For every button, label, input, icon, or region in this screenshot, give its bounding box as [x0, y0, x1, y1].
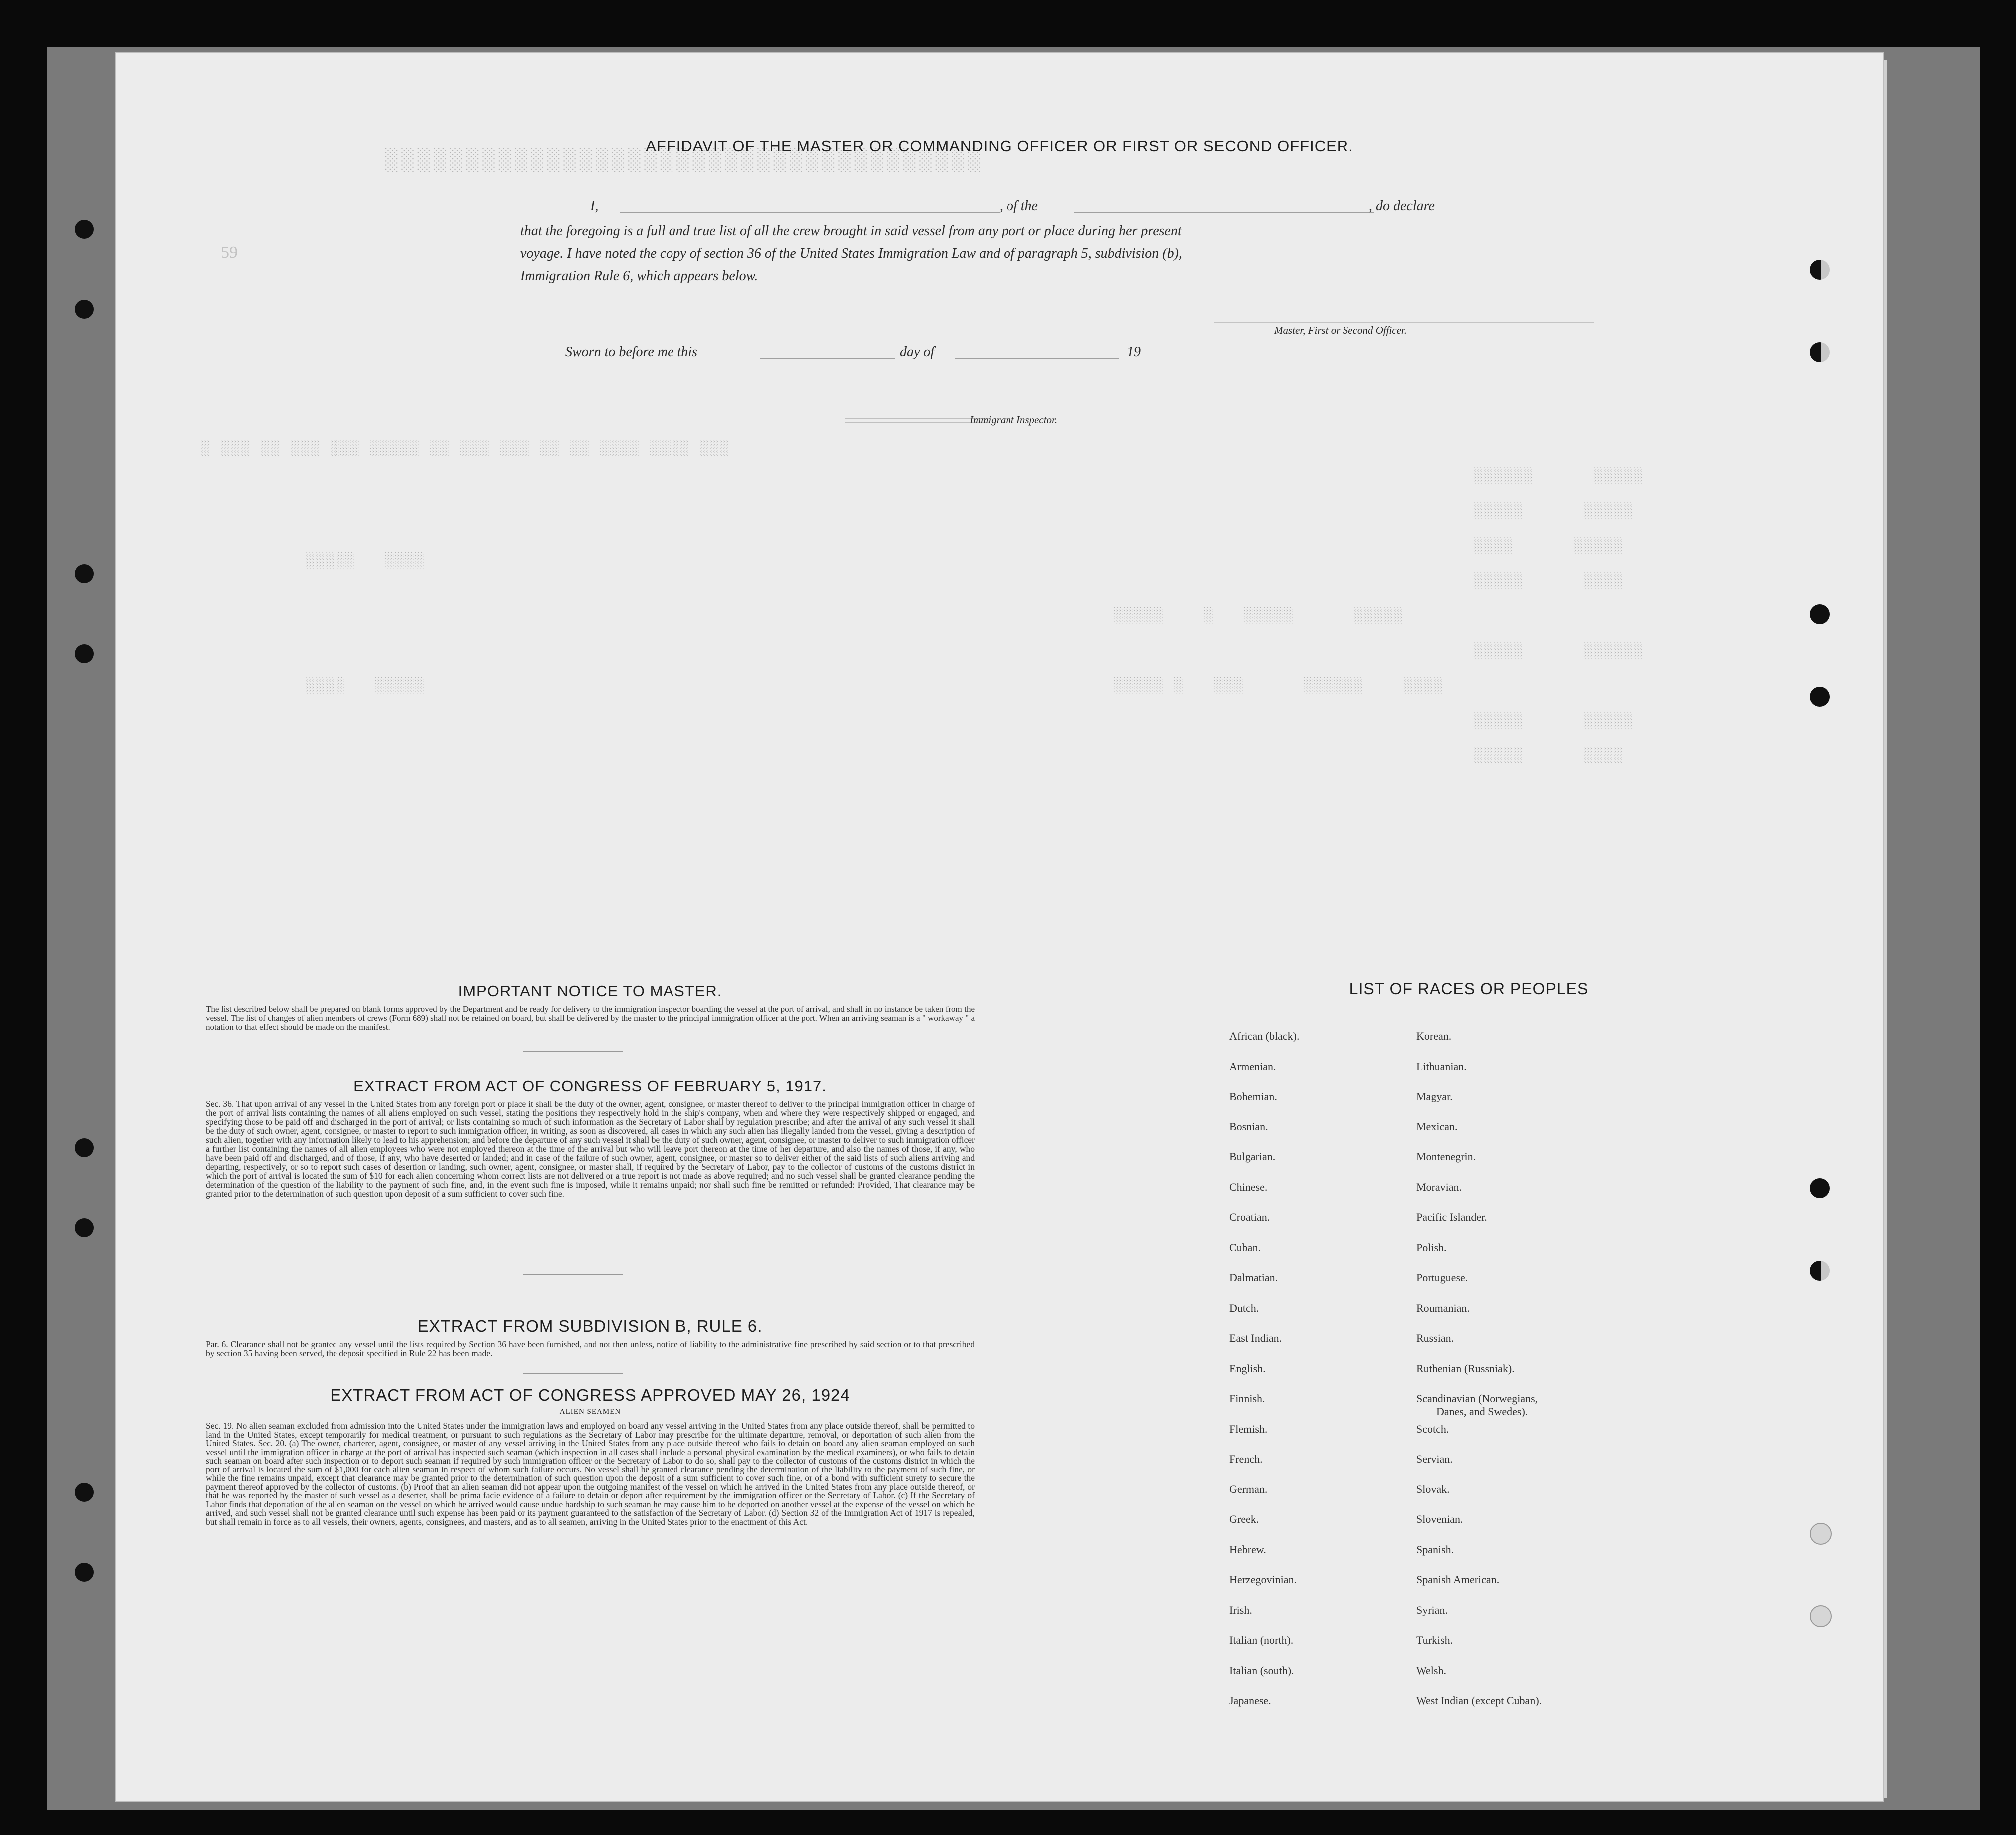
- binder-hole: [1810, 1261, 1830, 1281]
- affidavit-text-line3: Immigration Rule 6, which appears below.: [520, 268, 758, 284]
- race-item: Mexican.: [1416, 1120, 1458, 1133]
- notice-text: The list described below shall be prepared on blank forms approved by the Department and be ready for delivery to the immigration inspector boarding the vessel at the port of arrival, and shall in no instance be taken from the vessel. The list of changes of alien members of crews (Form 689) shall not be retained on board, but shall be delivered by the master to the principal immigration officer at the port. When an arriving seaman is a " workaway " a notation to that effect should be made on the manifest.: [206, 1004, 975, 1032]
- race-item: Polish.: [1416, 1241, 1447, 1254]
- race-item: Italian (south).: [1229, 1664, 1294, 1677]
- binder-hole: [75, 564, 94, 583]
- notice-title: IMPORTANT NOTICE TO MASTER.: [458, 982, 722, 1000]
- race-item: Korean.: [1416, 1030, 1452, 1042]
- race-item: Portuguese.: [1416, 1271, 1468, 1284]
- race-item: Herzegovinian.: [1229, 1573, 1297, 1586]
- race-item: French.: [1229, 1453, 1263, 1465]
- affidavit-text-line1: that the foregoing is a full and true list of all the crew brought in said vessel from any port or place during her present: [520, 223, 1182, 239]
- race-item: Flemish.: [1229, 1422, 1268, 1435]
- extract-1917-text: Sec. 36. That upon arrival of any vessel in the United States from any foreign port or place it shall be the duty of the owner, agent, consignee, or master thereof to deliver to the principal immigration officer in charge of the port of arrival lists containing the names of all aliens employed on such vessel, stating the positions they respectively hold in the ship's company, when and where they were respectively shipped or engaged, and specifying those to be paid off and discharged in the port of arrival; or lists containing so much of such information as the Secretary of Labor shall by regulation prescribe; and after the arrival of any such vessel it shall be the duty of such owner, agent, consignee, or master to report to such immigration officer, in writing, as soon as discovered, all cases in which any such alien has illegally landed from the vessel, giving a description of such alien, together with any information likely to lead to his apprehension; and before the departure of any such vessel it shall be the duty of such owner, agent, consignee, or master to deliver to such immigration officer a further list containing the names of all alien employees who were not employed thereon at the time of the arrival but who will leave port thereon at the time of her departure, and also the names of those, if any, who have been paid off and discharged, and of those, if any, who have deserted or landed; and in case of the failure of such owner, agent, consignee, or master so to deliver either of the said lists of such aliens arriving and departing, respectively, or so to report such cases of desertion or landing, such owner, agent, consignee, or master shall, if required by the Secretary of Labor, pay to the collector of customs of the customs district in which the port of arrival is located the sum of $10 for each alien concerning whom correct lists are not delivered or a true report is not made as above required; and no such vessel shall be granted clearance pending the determination of the question of the liability to the payment of such fine, and, in the event such fine is imposed, while it remains unpaid; nor shall such fine be remitted or refunded: Provided, That clearance may be granted prior to the determination of such question upon deposit of a sum sufficient to cover such fine.: [206, 1099, 975, 1199]
- races-title: LIST OF RACES OR PEOPLES: [1349, 980, 1589, 998]
- declarant-label: I,: [590, 198, 599, 214]
- page-number: 59: [221, 243, 238, 262]
- binder-hole: [1810, 604, 1830, 624]
- race-item: Armenian.: [1229, 1060, 1276, 1073]
- binder-hole: [75, 1218, 94, 1237]
- race-item: Japanese.: [1229, 1694, 1271, 1707]
- race-item: Welsh.: [1416, 1664, 1446, 1677]
- master-signature-line[interactable]: [1214, 322, 1594, 323]
- declarant-name-line[interactable]: [620, 212, 1000, 213]
- race-item: Lithuanian.: [1416, 1060, 1467, 1073]
- race-item: Croatian.: [1229, 1211, 1270, 1223]
- race-item: Finnish.: [1229, 1392, 1265, 1405]
- year-label: 19: [1127, 344, 1141, 360]
- extract-1924-subtitle: ALIEN SEAMEN: [559, 1408, 621, 1416]
- race-item: Bulgarian.: [1229, 1150, 1276, 1163]
- race-item: Hebrew.: [1229, 1543, 1266, 1556]
- race-item: Italian (north).: [1229, 1634, 1294, 1646]
- binder-hole: [75, 220, 94, 239]
- race-item: Scotch.: [1416, 1422, 1449, 1435]
- race-item: Roumanian.: [1416, 1301, 1470, 1314]
- race-item: Slovak.: [1416, 1482, 1450, 1495]
- race-item: East Indian.: [1229, 1332, 1282, 1344]
- extract-1917-title: EXTRACT FROM ACT OF CONGRESS OF FEBRUARY 5, 1917.: [353, 1077, 827, 1095]
- race-item: Turkish.: [1416, 1634, 1453, 1646]
- sworn-label: Sworn to before me this: [565, 344, 697, 360]
- day-of-label: day of: [900, 344, 935, 360]
- race-item: Greek.: [1229, 1513, 1259, 1525]
- race-item: Slovenian.: [1416, 1513, 1463, 1525]
- race-item: Bohemian.: [1229, 1090, 1277, 1102]
- race-item: German.: [1229, 1482, 1268, 1495]
- declare-label: , do declare: [1369, 198, 1435, 214]
- race-item: Pacific Islander.: [1416, 1211, 1487, 1223]
- binder-hole: [75, 1138, 94, 1157]
- extract-rule6-text: Par. 6. Clearance shall not be granted any vessel until the lists required by Section 36 have been furnished, and not then unless, notice of liability to the administrative fine prescribed by said section or to that prescribed by section 35 having been served, the deposit specified in Rule 22 has been made.: [206, 1339, 975, 1358]
- race-item: Spanish.: [1416, 1543, 1454, 1556]
- race-item: Chinese.: [1229, 1180, 1268, 1193]
- race-item: Moravian.: [1416, 1180, 1462, 1193]
- race-item: English.: [1229, 1362, 1266, 1375]
- affidavit-text-line2: voyage. I have noted the copy of section 36 of the United States Immigration Law and of paragraph 5, subdivision (b),: [520, 246, 1182, 261]
- binder-hole: [1810, 1523, 1832, 1545]
- master-signature-label: Master, First or Second Officer.: [1274, 324, 1407, 336]
- race-item: Syrian.: [1416, 1603, 1448, 1616]
- binder-hole: [1810, 1178, 1830, 1198]
- binder-hole: [1810, 687, 1830, 707]
- binder-hole: [75, 644, 94, 663]
- affidavit-title: AFFIDAVIT OF THE MASTER OR COMMANDING OFFICER OR FIRST OR SECOND OFFICER.: [646, 137, 1353, 155]
- race-item: African (black).: [1229, 1030, 1300, 1042]
- race-item: Servian.: [1416, 1453, 1453, 1465]
- vessel-name-line[interactable]: [1074, 212, 1374, 213]
- sworn-month-line[interactable]: [955, 358, 1119, 359]
- race-item: Cuban.: [1229, 1241, 1261, 1254]
- binder-hole: [75, 1563, 94, 1582]
- section-divider: [523, 1373, 623, 1374]
- race-item: Russian.: [1416, 1332, 1454, 1344]
- inspector-signature-line-upper: [845, 418, 990, 419]
- binder-hole: [1810, 260, 1830, 280]
- section-divider: [523, 1051, 623, 1052]
- race-item: Dalmatian.: [1229, 1271, 1278, 1284]
- extract-1924-text: Sec. 19. No alien seaman excluded from admission into the United States under the immigration laws and employed on board any vessel arriving in the United States from any place outside thereof, shall be permitted to land in the United States, except temporarily for medical treatment, or pursuant to such regulations as the Secretary of Labor may prescribe for the ultimate departure, removal, or deportation of such alien from the United States. Sec. 20. (a) The owner, charterer, agent, consignee, or master of any vessel arriving in the United States from any place outside thereof who fails to detain on board any alien seaman employed on such vessel until the immigration officer in charge at the port of arrival has inspected such seaman (which inspection in all cases shall include a personal physical examination by the medical examiners), or who fails to detain such seaman on board after such inspection or to deport such seaman if required by such immigration officer or the Secretary of Labor to do so, shall pay to the collector of customs of the customs district in which the port of arrival is located the sum of $1,000 for each alien seaman in respect of whom such failure occurs. No vessel shall be granted clearance pending the determination of the liability to the payment of such fine, or while the fine remains unpaid, except that clearance may be granted prior to the determination of such question upon the deposit of a sum sufficient to cover such fine, or of a bond with sufficient surety to secure the payment thereof approved by the collector of customs. (b) Proof that an alien seaman did not appear upon the outgoing manifest of the vessel on which he arrived in the United States from any place outside thereof, or that he was reported by the master of such vessel as a deserter, shall be prima facie evidence of a failure to detain or deport after requirement by the immigration officer or the Secretary of Labor. (c) If the Secretary of Labor finds that deportation of the alien seaman on the vessel on which he arrived would cause undue hardship to such seaman he may cause him to be deported on another vessel at the expense of the vessel on which he arrived, and such vessel shall not be granted clearance until such expense has been paid or its payment guaranteed to the satisfaction of the Secretary of Labor. (d) Section 32 of the Immigration Act of 1917 is repealed, but shall remain in force as to all vessels, their owners, agents, consignees, and masters, and as to all seamen, arriving in the United States prior to the enactment of this Act.: [206, 1421, 975, 1527]
- binder-hole: [75, 300, 94, 319]
- binder-hole: [1810, 1605, 1832, 1627]
- race-item: Spanish American.: [1416, 1573, 1500, 1586]
- race-item: Montenegrin.: [1416, 1150, 1476, 1163]
- binder-hole: [75, 1483, 94, 1502]
- race-item: Magyar.: [1416, 1090, 1453, 1102]
- race-item-continuation: Danes, and Swedes).: [1436, 1405, 1528, 1418]
- section-divider: [523, 1274, 623, 1275]
- race-item: Ruthenian (Russniak).: [1416, 1362, 1515, 1375]
- race-item: Bosnian.: [1229, 1120, 1268, 1133]
- race-item: Irish.: [1229, 1603, 1252, 1616]
- binder-hole: [1810, 342, 1830, 362]
- race-item: Scandinavian (Norwegians,: [1416, 1392, 1538, 1405]
- inspector-label: Immigrant Inspector.: [970, 414, 1058, 426]
- race-item: West Indian (except Cuban).: [1416, 1694, 1542, 1707]
- race-item: Dutch.: [1229, 1301, 1259, 1314]
- extract-1924-title: EXTRACT FROM ACT OF CONGRESS APPROVED MAY 26, 1924: [330, 1386, 850, 1404]
- sworn-day-line[interactable]: [760, 358, 895, 359]
- inspector-signature-line[interactable]: [845, 422, 990, 423]
- extract-rule6-title: EXTRACT FROM SUBDIVISION B, RULE 6.: [417, 1317, 763, 1335]
- vessel-of-label: , of the: [1000, 198, 1038, 214]
- document-page: ░░░░░░░░░░░░░░░░░░░░░░░░░░░░░░░░░░░░░ ░ ░░░ ░░ ░░░ ░░░ ░░░░░ ░░ ░░░ ░░░ ░░ ░░ ░░░░ ░░░░ ░░░ ░░░░░░ ░░░░░ ░░░░░ ░░░░░ ░░░░ ░░░░░ ░░░░░ ░░░░ ░░░░░ ░ ░░░░░ ░░░░░ ░░░░░ ░░░░░░ ░░░░░ ░ ░░░ ░░░░░░ ░░░░ ░░░░░ ░░░░░ ░░░░░ ░░░░ ░░░░░ ░░░░ ░░░░ ░░░░░ AFFIDAVIT OF THE MASTER OR COMMANDING OFFICER OR FIRST OR SECOND OFFICER. I, , of the , do declare that the foregoing is a full and true list of all the crew brought in said vessel from any port or place during her present voyage. I have noted the copy of section 36 of the United States Immigration Law and of paragraph 5, subdivision (b), Immigration Rule 6, which appears below. Master, First or Second Officer. Sworn to before me this day of 19 Immigrant Inspector. 59 IMPORTANT NOTICE TO MASTER. The list described below shall be prepared on blank forms approved by the Department and be ready for delivery to the immigration inspector boarding the vessel at the port of arrival, and shall in no instance be taken from the vessel. The list of changes of alien members of crews (Form 689) shall not be retained on board, but shall be delivered by the master to the principal immigration officer at the port. When an arriving seaman is a " workaway " a notation to that effect should be made on the manifest. EXTRACT FROM ACT OF CONGRESS OF FEBRUARY 5, 1917. Sec. 36. That upon arrival of any vessel in the United States from any foreign port or place it shall be the duty of the owner, agent, consignee, or master thereof to deliver to the principal immigration officer in charge of the port of arrival lists containing the names of all aliens employed on such vessel, stating the positions they respectively hold in the ship's company, when and where they were respectively shipped or engaged, and specifying those to be paid off and discharged in the port of arrival; or lists containing so much of such information as the Secretary of Labor shall by regulation prescribe; and after the arrival of any such vessel it shall be the duty of such owner, agent, consignee, or master to report to such immigration officer, in writing, as soon as discovered, all cases in which any such alien has illegally landed from the vessel, giving a description of such alien, together with any information likely to lead to his apprehension; and before the departure of any such vessel it shall be the duty of such owner, agent, consignee, or master to deliver to such immigration officer a further list containing the names of all alien employees who were not employed thereon at the time of the arrival but who will leave port thereon at the time of her departure, and also the names of those, if any, who have been paid off and discharged, and of those, if any, who have deserted or landed; and in case of the failure of such owner, agent, consignee, or master so to deliver either of the said lists of such aliens arriving and departing, respectively, or so to report such cases of desertion or landing, such owner, agent, consignee, or master shall, if required by the Secretary of Labor, pay to the collector of customs of the customs district in which the port of arrival is located the sum of $10 for each alien concerning whom correct lists are not delivered or a true report is not made as above required; and no such vessel shall be granted clearance pending the determination of the question of the liability to the payment of such fine, and, in the event such fine is imposed, while it remains unpaid; nor shall such fine be remitted or refunded: Provided, That clearance may be granted prior to the determination of such question upon deposit of a sum sufficient to cover such fine. EXTRACT FROM SUBDIVISION B, RULE 6. Par. 6. Clearance shall not be granted any vessel until the lists required by Section 36 have been furnished, and not then unless, notice of liability to the administrative fine prescribed by said section or to that prescribed by section 35 having been served, the deposit specified in Rule 22 has been made. EXTRACT FROM ACT OF CONGRESS APPROVED MAY 26, 1924 ALIEN SEAMEN Sec. 19. No alien seaman excluded from admission into the United States under the immigration laws and employed on board any vessel arriving in the United States from any place outside thereof, shall be permitted to land in the United States, except temporarily for medical treatment, or pursuant to such regulations as the Secretary of Labor may prescribe for the ultimate departure, removal, or deportation of such alien from the United States. Sec. 20. (a) The owner, charterer, agent, consignee, or master of any vessel arriving in the United States from any place outside thereof who fails to detain on board any alien seaman employed on such vessel until the immigration officer in charge at the port of arrival has inspected such seaman (which inspection in all cases shall include a personal physical examination by the medical examiners), or who fails to detain such seaman on board after such inspection or to deport such seaman if required by such immigration officer or the Secretary of Labor to do so, shall pay to the collector of customs of the customs district in which the port of arrival is located the sum of $1,000 for each alien seaman in respect of whom such failure occurs. No vessel shall be granted clearance pending the determination of the liability to the payment of such fine, or while the fine remains unpaid, except that clearance may be granted prior to the determination of such question upon the deposit of a sum sufficient to cover such fine, or of a bond with sufficient surety to secure the payment thereof approved by the collector of customs. (b) Proof that an alien seaman did not appear upon the outgoing manifest of the vessel on which he arrived in the United States from any place outside thereof, or that he was reported by the master of such vessel as a deserter, shall be prima facie evidence of a failure to detain or deport after requirement by the immigration officer or the Secretary of Labor. (c) If the Secretary of Labor finds that deportation of the alien seaman on the vessel on which he arrived would cause undue hardship to such seaman he may cause him to be deported on another vessel at the expense of the vessel on which he arrived, and such vessel shall not be granted clearance until such expense has been paid or its payment guaranteed to the satisfaction of the Secretary of Labor. (d) Section 32 of the Immigration Act of 1917 is repealed, but shall remain in force as to all vessels, their owners, agents, consignees, and masters, and as to all seamen, arriving in the United States prior to the enactment of this Act. LIST OF RACES OR PEOPLES African (black). Armenian. Bohemian. Bosnian. Bulgarian. Chinese. Croatian. Cuban. Dalmatian. Dutch. East Indian. English. Finnish. Flemish. French. German. Greek. Hebrew. Herzegovinian. Irish. Italian (north). Italian (south). Japanese. Korean. Lithuanian. Magyar. Mexican. Montenegrin. Moravian. Pacific Islander. Polish. Portuguese. Roumanian. Russian. Ruthenian (Russniak). Scandinavian (Norwegians, Scotch. Servian. Slovak. Slovenian. Spanish. Spanish American. Syrian. Turkish. Welsh. West Indian (except Cuban). Danes, and Swedes).: [115, 52, 1884, 1802]
